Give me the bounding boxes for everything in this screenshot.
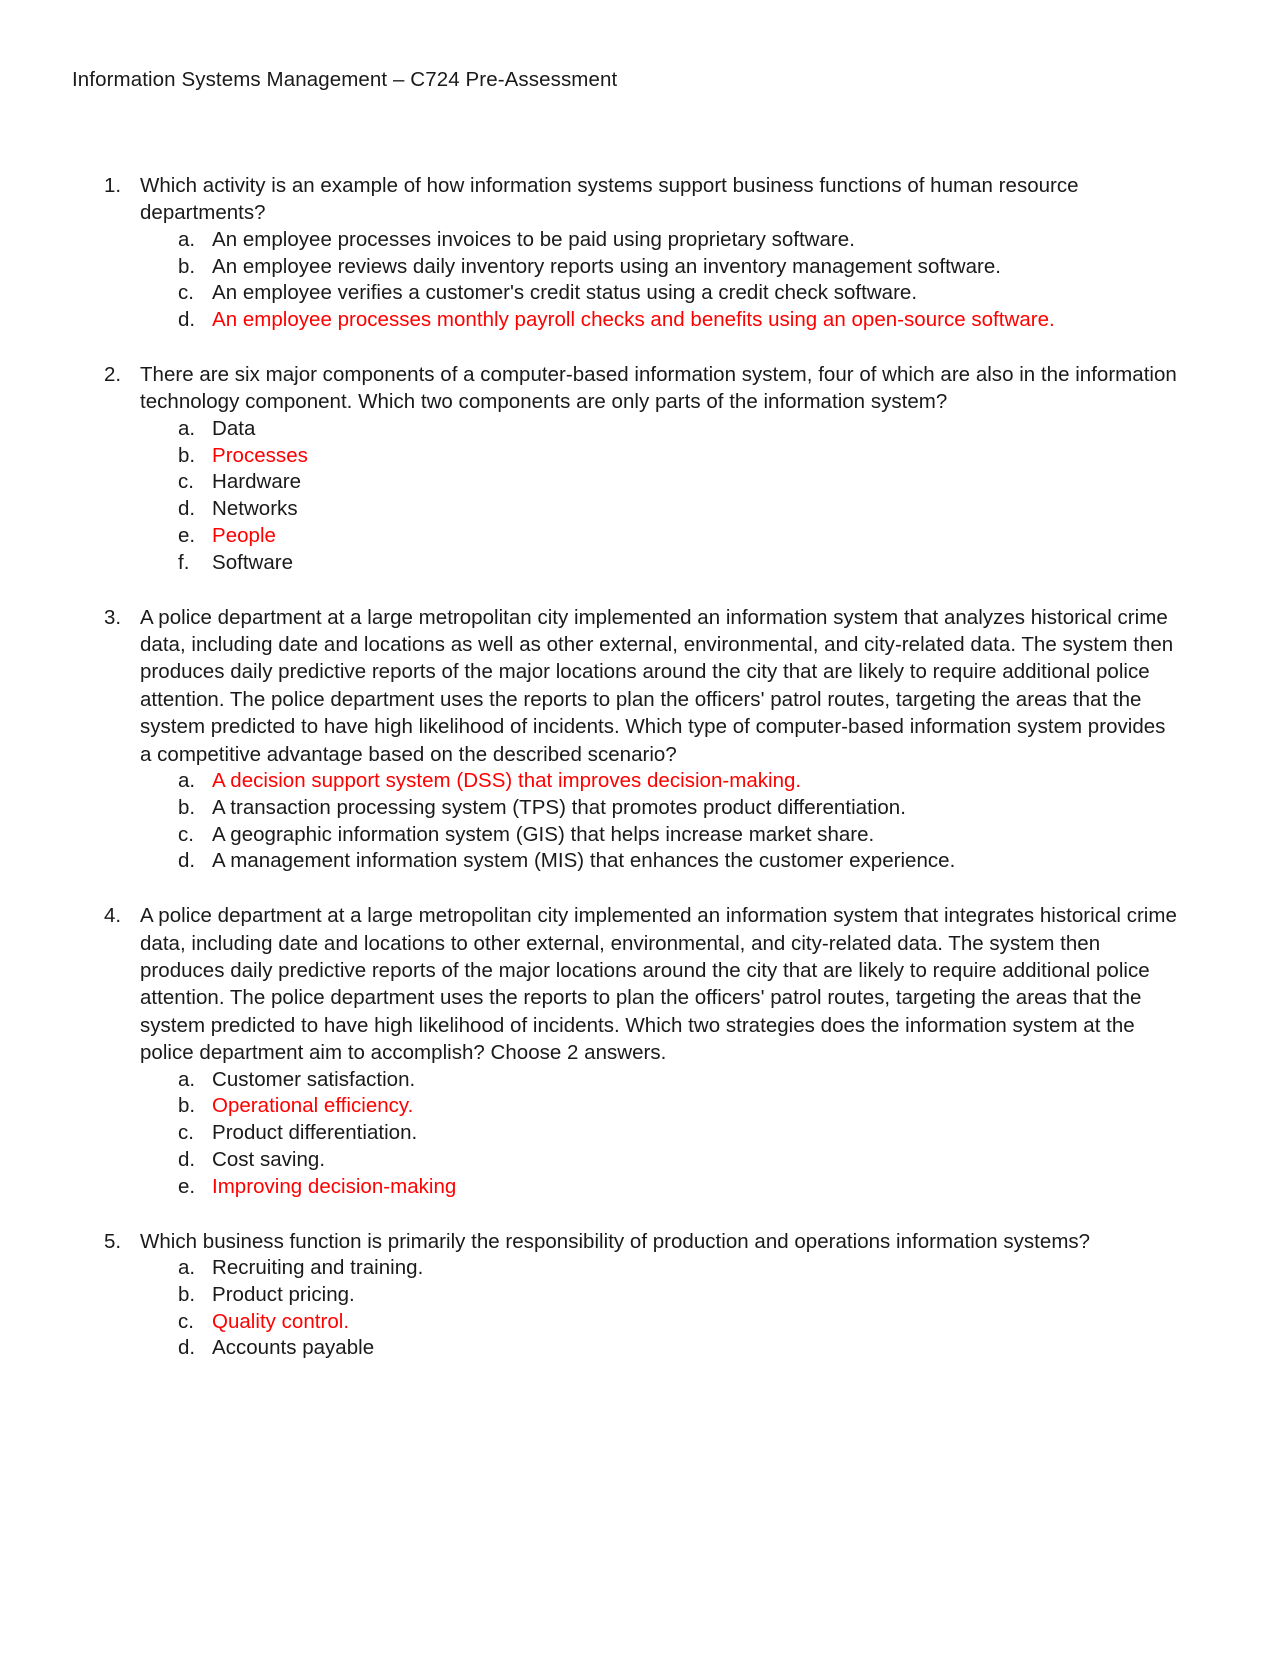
option-letter: c. <box>178 1309 194 1333</box>
question-number: 3. <box>104 605 122 629</box>
option-item[interactable] <box>140 1067 1182 1094</box>
option-item-selected[interactable] <box>140 443 1182 470</box>
option-list <box>140 768 1182 875</box>
question-list <box>72 172 1182 1362</box>
option-letter: c. <box>178 470 194 494</box>
option-item-selected[interactable] <box>140 1174 1182 1201</box>
option-text: An employee processes invoices to be paid using proprietary software. <box>212 227 855 251</box>
question-item <box>72 902 1182 1200</box>
question-number: 5. <box>104 1229 122 1253</box>
option-list <box>140 1255 1182 1362</box>
option-item-selected[interactable] <box>140 1093 1182 1120</box>
option-letter: d. <box>178 308 196 332</box>
option-list <box>140 1067 1182 1201</box>
option-text: Recruiting and training. <box>212 1256 424 1280</box>
option-letter: a. <box>178 1067 196 1091</box>
option-text: Networks <box>212 497 298 521</box>
option-item-selected[interactable] <box>140 768 1182 795</box>
option-item[interactable] <box>140 1120 1182 1147</box>
option-text: A geographic information system (GIS) that helps increase market share. <box>212 822 875 846</box>
option-item[interactable] <box>140 280 1182 307</box>
option-item[interactable] <box>140 496 1182 523</box>
option-text: Data <box>212 416 256 440</box>
option-text: Processes <box>212 443 308 467</box>
option-text: Accounts payable <box>212 1336 375 1360</box>
option-text: Customer satisfaction. <box>212 1067 416 1091</box>
option-item[interactable] <box>140 550 1182 577</box>
option-letter: c. <box>178 281 194 305</box>
question-item <box>72 604 1182 876</box>
question-text: Which business function is primarily the responsibility of production and operations information systems? <box>140 1229 1091 1253</box>
option-letter: b. <box>178 1282 196 1306</box>
option-item-selected[interactable] <box>140 1309 1182 1336</box>
option-text: A transaction processing system (TPS) that promotes product differentiation. <box>212 795 906 819</box>
option-letter: d. <box>178 849 196 873</box>
option-item-selected[interactable] <box>140 307 1182 334</box>
option-item[interactable] <box>140 227 1182 254</box>
question-text: There are six major components of a computer-based information system, four of which are also in the information technology component. Which two components are only parts of the information system? <box>140 363 1177 414</box>
option-text: Operational efficiency. <box>212 1094 414 1118</box>
option-letter: b. <box>178 254 196 278</box>
option-text: Improving decision-making <box>212 1174 457 1198</box>
question-text: A police department at a large metropolitan city implemented an information system that integrates historical crime data, including date and locations to other external, environmental, and city-related data. The system then produces daily predictive reports of the major locations around the city that are likely to require additional police attention. The police department uses the reports to plan the officers' patrol routes, targeting the areas that the system predicted to have high likelihood of incidents. Which two strategies does the information system at the police department aim to accomplish? Choose 2 answers. <box>140 904 1177 1065</box>
option-item[interactable] <box>140 848 1182 875</box>
option-letter: f. <box>178 550 190 574</box>
option-letter: d. <box>178 1148 196 1172</box>
option-text: People <box>212 524 276 547</box>
option-text: Product differentiation. <box>212 1121 418 1145</box>
option-letter: d. <box>178 1336 196 1360</box>
option-letter: a. <box>178 769 196 793</box>
option-letter: b. <box>178 795 196 819</box>
option-letter: d. <box>178 497 196 521</box>
option-letter: e. <box>178 524 196 547</box>
option-list <box>140 227 1182 334</box>
option-letter: a. <box>178 227 196 251</box>
option-text: Software <box>212 550 294 574</box>
option-item[interactable] <box>140 1335 1182 1362</box>
option-item[interactable] <box>140 1282 1182 1309</box>
question-item <box>72 361 1182 577</box>
question-item <box>72 172 1182 334</box>
option-text: A decision support system (DSS) that improves decision-making. <box>212 769 802 793</box>
option-letter: b. <box>178 1094 196 1118</box>
option-item[interactable] <box>140 795 1182 822</box>
option-item[interactable] <box>140 1255 1182 1282</box>
option-letter: c. <box>178 822 194 846</box>
option-text: Hardware <box>212 470 302 494</box>
document-body <box>72 172 1182 1362</box>
option-text: An employee verifies a customer's credit status using a credit check software. <box>212 281 918 305</box>
option-text: An employee reviews daily inventory reports using an inventory management software. <box>212 254 1002 278</box>
question-number: 4. <box>104 904 122 928</box>
question-text: Which activity is an example of how information systems support business functions of human resource departments? <box>140 174 1079 225</box>
option-item[interactable] <box>140 469 1182 496</box>
option-item[interactable] <box>140 1147 1182 1174</box>
option-text: Cost saving. <box>212 1148 326 1172</box>
option-item-selected[interactable] <box>140 523 1182 550</box>
question-number: 1. <box>104 174 122 197</box>
option-item[interactable] <box>140 254 1182 281</box>
option-text: Quality control. <box>212 1309 350 1333</box>
question-number: 2. <box>104 363 122 386</box>
option-letter: b. <box>178 443 196 467</box>
question-item <box>72 1228 1182 1363</box>
option-text: A management information system (MIS) that enhances the customer experience. <box>212 849 956 873</box>
option-letter: e. <box>178 1174 196 1198</box>
document-header: Information Systems Management – C724 Pre-Assessment <box>72 68 618 91</box>
option-letter: a. <box>178 416 196 440</box>
option-text: An employee processes monthly payroll checks and benefits using an open-source software. <box>212 308 1055 332</box>
question-text: A police department at a large metropolitan city implemented an information system that analyzes historical crime data, including date and locations as well as other external, environmental, and city-related data. The system then produces daily predictive reports of the major locations around the city that are likely to require additional police attention. The police department uses the reports to plan the officers' patrol routes, targeting the areas that the system predicted to have high likelihood of incidents. Which type of computer-based information system provides a competitive advantage based on the described scenario? <box>140 605 1174 766</box>
option-list <box>140 416 1182 577</box>
option-text: Product pricing. <box>212 1282 355 1306</box>
option-item[interactable] <box>140 416 1182 443</box>
option-letter: c. <box>178 1121 194 1145</box>
option-item[interactable] <box>140 822 1182 849</box>
option-letter: a. <box>178 1256 196 1280</box>
